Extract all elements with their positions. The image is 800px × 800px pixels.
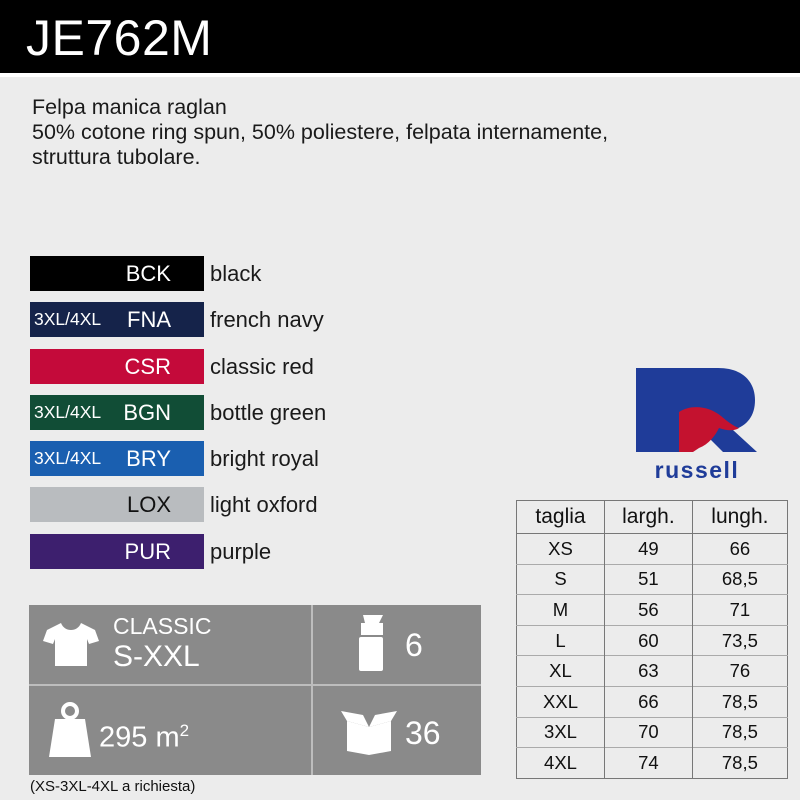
header-bar: [0, 0, 800, 77]
fabric-weight: [99, 713, 189, 756]
product-description: [32, 95, 608, 170]
length-cell: 73,5: [692, 625, 787, 656]
description-line: Felpa manica raglan: [32, 95, 227, 119]
pack-quantity: 6: [405, 627, 423, 663]
footnote: (XS-3XL-4XL a richiesta): [30, 778, 196, 795]
color-name: classic red: [210, 353, 314, 379]
length-cell: 76: [692, 656, 787, 687]
color-name: french navy: [210, 307, 324, 333]
size-table-header-row: [517, 501, 788, 534]
spec-divider: [311, 605, 313, 775]
tshirt-icon: [43, 621, 99, 667]
header-width: largh.: [605, 501, 693, 534]
description-line: 50% cotone ring spun, 50% poliestere, felpata internamente,: [32, 120, 609, 144]
table-row: [517, 717, 788, 748]
width-cell: 66: [605, 686, 693, 717]
color-size-note: 3XL/4XL: [34, 448, 102, 469]
color-code: FNA: [127, 307, 171, 333]
color-name: black: [210, 261, 262, 286]
size-cell: XXL: [517, 686, 605, 717]
color-name: bright royal: [210, 446, 319, 472]
width-cell: 51: [605, 564, 693, 595]
length-cell: 78,5: [692, 748, 787, 779]
header-size: taglia: [517, 501, 605, 534]
fabric-weight-value: 295 m: [99, 721, 180, 754]
carton-quantity: 36: [405, 715, 441, 751]
length-cell: 66: [692, 534, 787, 565]
color-code: CSR: [124, 353, 171, 379]
width-cell: 60: [605, 625, 693, 656]
spec-divider: [29, 684, 481, 686]
color-swatch: [30, 534, 204, 569]
size-cell: S: [517, 564, 605, 595]
weight-icon: [47, 701, 93, 761]
color-swatch: [30, 441, 204, 476]
size-cell: 4XL: [517, 748, 605, 779]
width-cell: 49: [605, 534, 693, 565]
table-row: [517, 748, 788, 779]
bag-icon: [357, 613, 387, 673]
size-cell: XL: [517, 656, 605, 687]
length-cell: 78,5: [692, 686, 787, 717]
color-code: LOX: [126, 492, 171, 518]
table-row: [517, 656, 788, 687]
color-code: BRY: [126, 446, 171, 472]
length-cell: 78,5: [692, 717, 787, 748]
color-size-note: 3XL/4XL: [34, 401, 102, 422]
width-cell: 70: [605, 717, 693, 748]
color-code: PUR: [124, 538, 171, 564]
size-cell: XS: [517, 534, 605, 565]
length-cell: 68,5: [692, 564, 787, 595]
table-row: [517, 595, 788, 626]
header-length: lungh.: [692, 501, 787, 534]
russell-logo: [633, 366, 761, 484]
width-cell: 74: [605, 748, 693, 779]
box-icon: [341, 707, 397, 755]
product-code: JE762M: [26, 10, 213, 66]
size-range: S-XXL: [113, 640, 200, 673]
width-cell: 56: [605, 595, 693, 626]
color-swatch: [30, 395, 204, 430]
color-swatch: [30, 302, 204, 337]
length-cell: 71: [692, 595, 787, 626]
spec-panel: [29, 605, 481, 775]
table-row: [517, 564, 788, 595]
color-size-note: 3XL/4XL: [34, 309, 102, 330]
size-table: [516, 500, 788, 779]
brand-wordmark: russell: [654, 457, 740, 483]
description-line: struttura tubolare.: [32, 145, 201, 169]
table-row: [517, 625, 788, 656]
color-name: purple: [210, 538, 272, 564]
table-row: [517, 534, 788, 565]
size-cell: M: [517, 595, 605, 626]
fit-label: CLASSIC: [113, 613, 212, 639]
color-swatch: [30, 349, 204, 384]
color-swatch: [30, 256, 204, 291]
size-cell: L: [517, 625, 605, 656]
color-name: light oxford: [210, 492, 318, 518]
color-code: BCK: [125, 261, 171, 286]
color-swatch: [30, 487, 204, 522]
width-cell: 63: [605, 656, 693, 687]
table-row: [517, 686, 788, 717]
color-name: bottle green: [210, 399, 327, 425]
weight-unit-superscript: 2: [179, 721, 190, 740]
color-code: BGN: [123, 399, 171, 425]
size-cell: 3XL: [517, 717, 605, 748]
